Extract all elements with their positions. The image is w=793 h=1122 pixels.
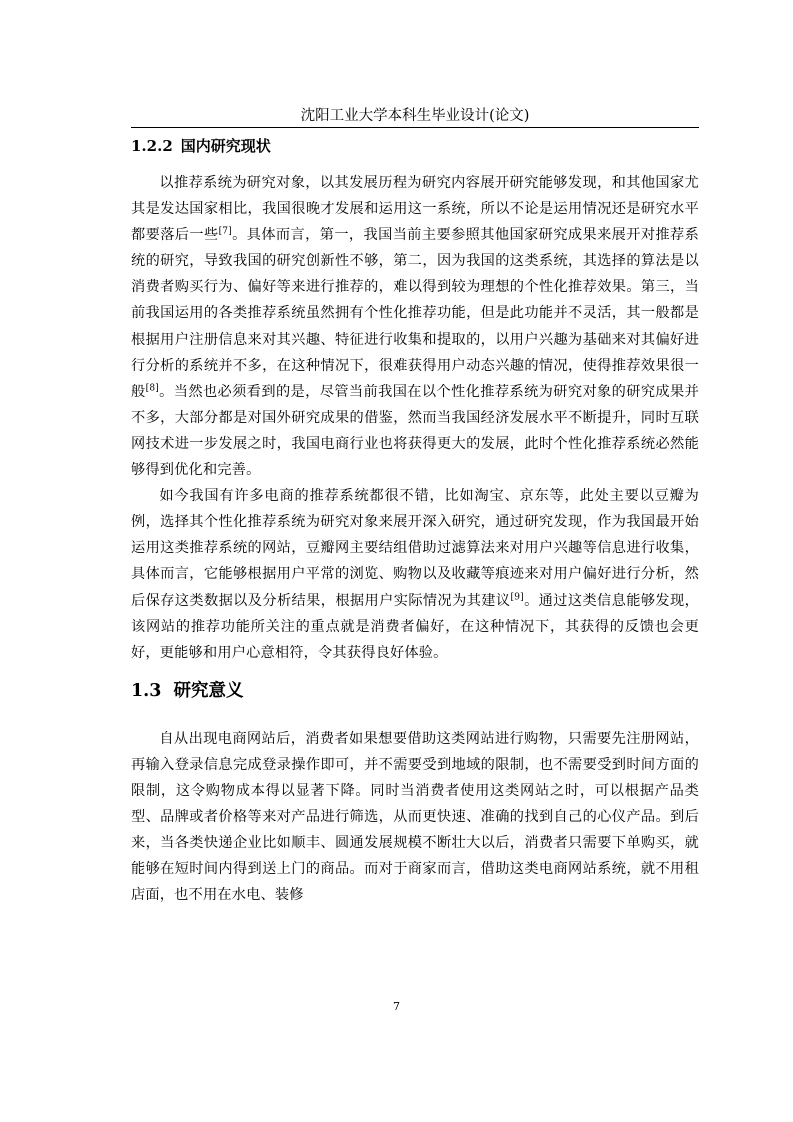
paragraph-text: 。具体而言，第一，我国当前主要参照其他国家研究成果来展开对推荐系统的研究，导致我国的研究创新性不够，第二，因为我国的这类系统，其选择的算法是以消费者购买行为、偏好等来进行推荐的，难以得到较为理想的个性化推荐效果。第三，当前我国运用的各类推荐系统虽然拥有个性化推荐功能，但是此功能并不灵活，其一般都是根据用户注册信息来对其兴趣、特征进行收集和提取的，以用户兴趣为基础来对其偏好进行分析的系统并不多，在这种情况下，很难获得用户动态兴趣的情况，使得推荐效果很一般: [131, 227, 699, 400]
section-heading-1-2-2: [131, 131, 699, 161]
section-title: 国内研究现状: [180, 137, 271, 155]
paragraph-research-significance: 自从出现电商网站后，消费者如果想要借助这类网站进行购物，只需要先注册网站，再输入登录信息完成登录操作即可，并不需要受到地域的限制，也不需要受到时间方面的限制，这令购物成本得以显著下降。同时当消费者使用这类网站之时，可以根据产品类型、品牌或者价格等来对产品进行筛选，从而更快速、准确的找到自己的心仪产品。到后来，当各类快递企业比如顺丰、圆通发展规模不断壮大以后，消费者只需要下单购买，就能够在短时间内得到送上门的商品。而对于商家而言，借助这类电商网站系统，就不用租店面，也不用在水电、装修: [131, 730, 699, 904]
page-header: 沈阳工业大学本科生毕业设计(论文): [300, 108, 530, 124]
paragraph-text: 。当然也必须看到的是，尽管当前我国在以个性化推荐系统为研究对象的研究成果并不多，大部分都是对国外研究成果的借鉴，然而当我国经济发展水平不断提升，同时互联网技术进一步发展之时，我国电商行业也将获得更大的发展，此时个性化推荐系统必然能够得到优化和完善。: [131, 383, 700, 479]
paragraph-domestic-research-2: [131, 483, 699, 666]
citation-ref: [8]: [145, 383, 159, 394]
page-body: [131, 131, 699, 908]
section-title: 研究意义: [173, 680, 244, 701]
paragraph-text: 。通过这类信息能够发现，该网站的推荐功能所关注的重点就是消费者偏好，在这种情况下，其获得的反馈也会更好，更能够和用户心意相符，令其获得良好体验。: [131, 592, 700, 661]
paragraph-domestic-research-1: [131, 170, 699, 483]
header-rule: [131, 127, 699, 128]
paragraph-text: 以推荐系统为研究对象，以其发展历程为研究内容展开研究能够发现，和其他国家尤其是发达国家相比，我国很晚才发展和运用这一系统，所以不论是运用情况还是研究水平都要落后一些: [131, 175, 699, 244]
page-number: 7: [393, 1000, 400, 1013]
section-heading-1-3: [131, 666, 699, 716]
paragraph-text: 如今我国有许多电商的推荐系统都很不错，比如淘宝、京东等，此处主要以豆瓣为例，选择其个性化推荐系统为研究对象来展开深入研究，通过研究发现，作为我国最开始运用这类推荐系统的网站，豆瓣网主要结组借助过滤算法来对用户兴趣等信息进行收集，具体而言，它能够根据用户平常的浏览、购物以及收藏等痕迹来对用户偏好进行分析，然后保存这类数据以及分析结果，根据用户实际情况为其建议: [131, 488, 699, 609]
section-number: 1.2.2: [131, 137, 173, 155]
section-number: 1.3: [131, 680, 162, 701]
citation-ref: [7]: [218, 226, 232, 237]
citation-ref: [9]: [510, 591, 524, 602]
